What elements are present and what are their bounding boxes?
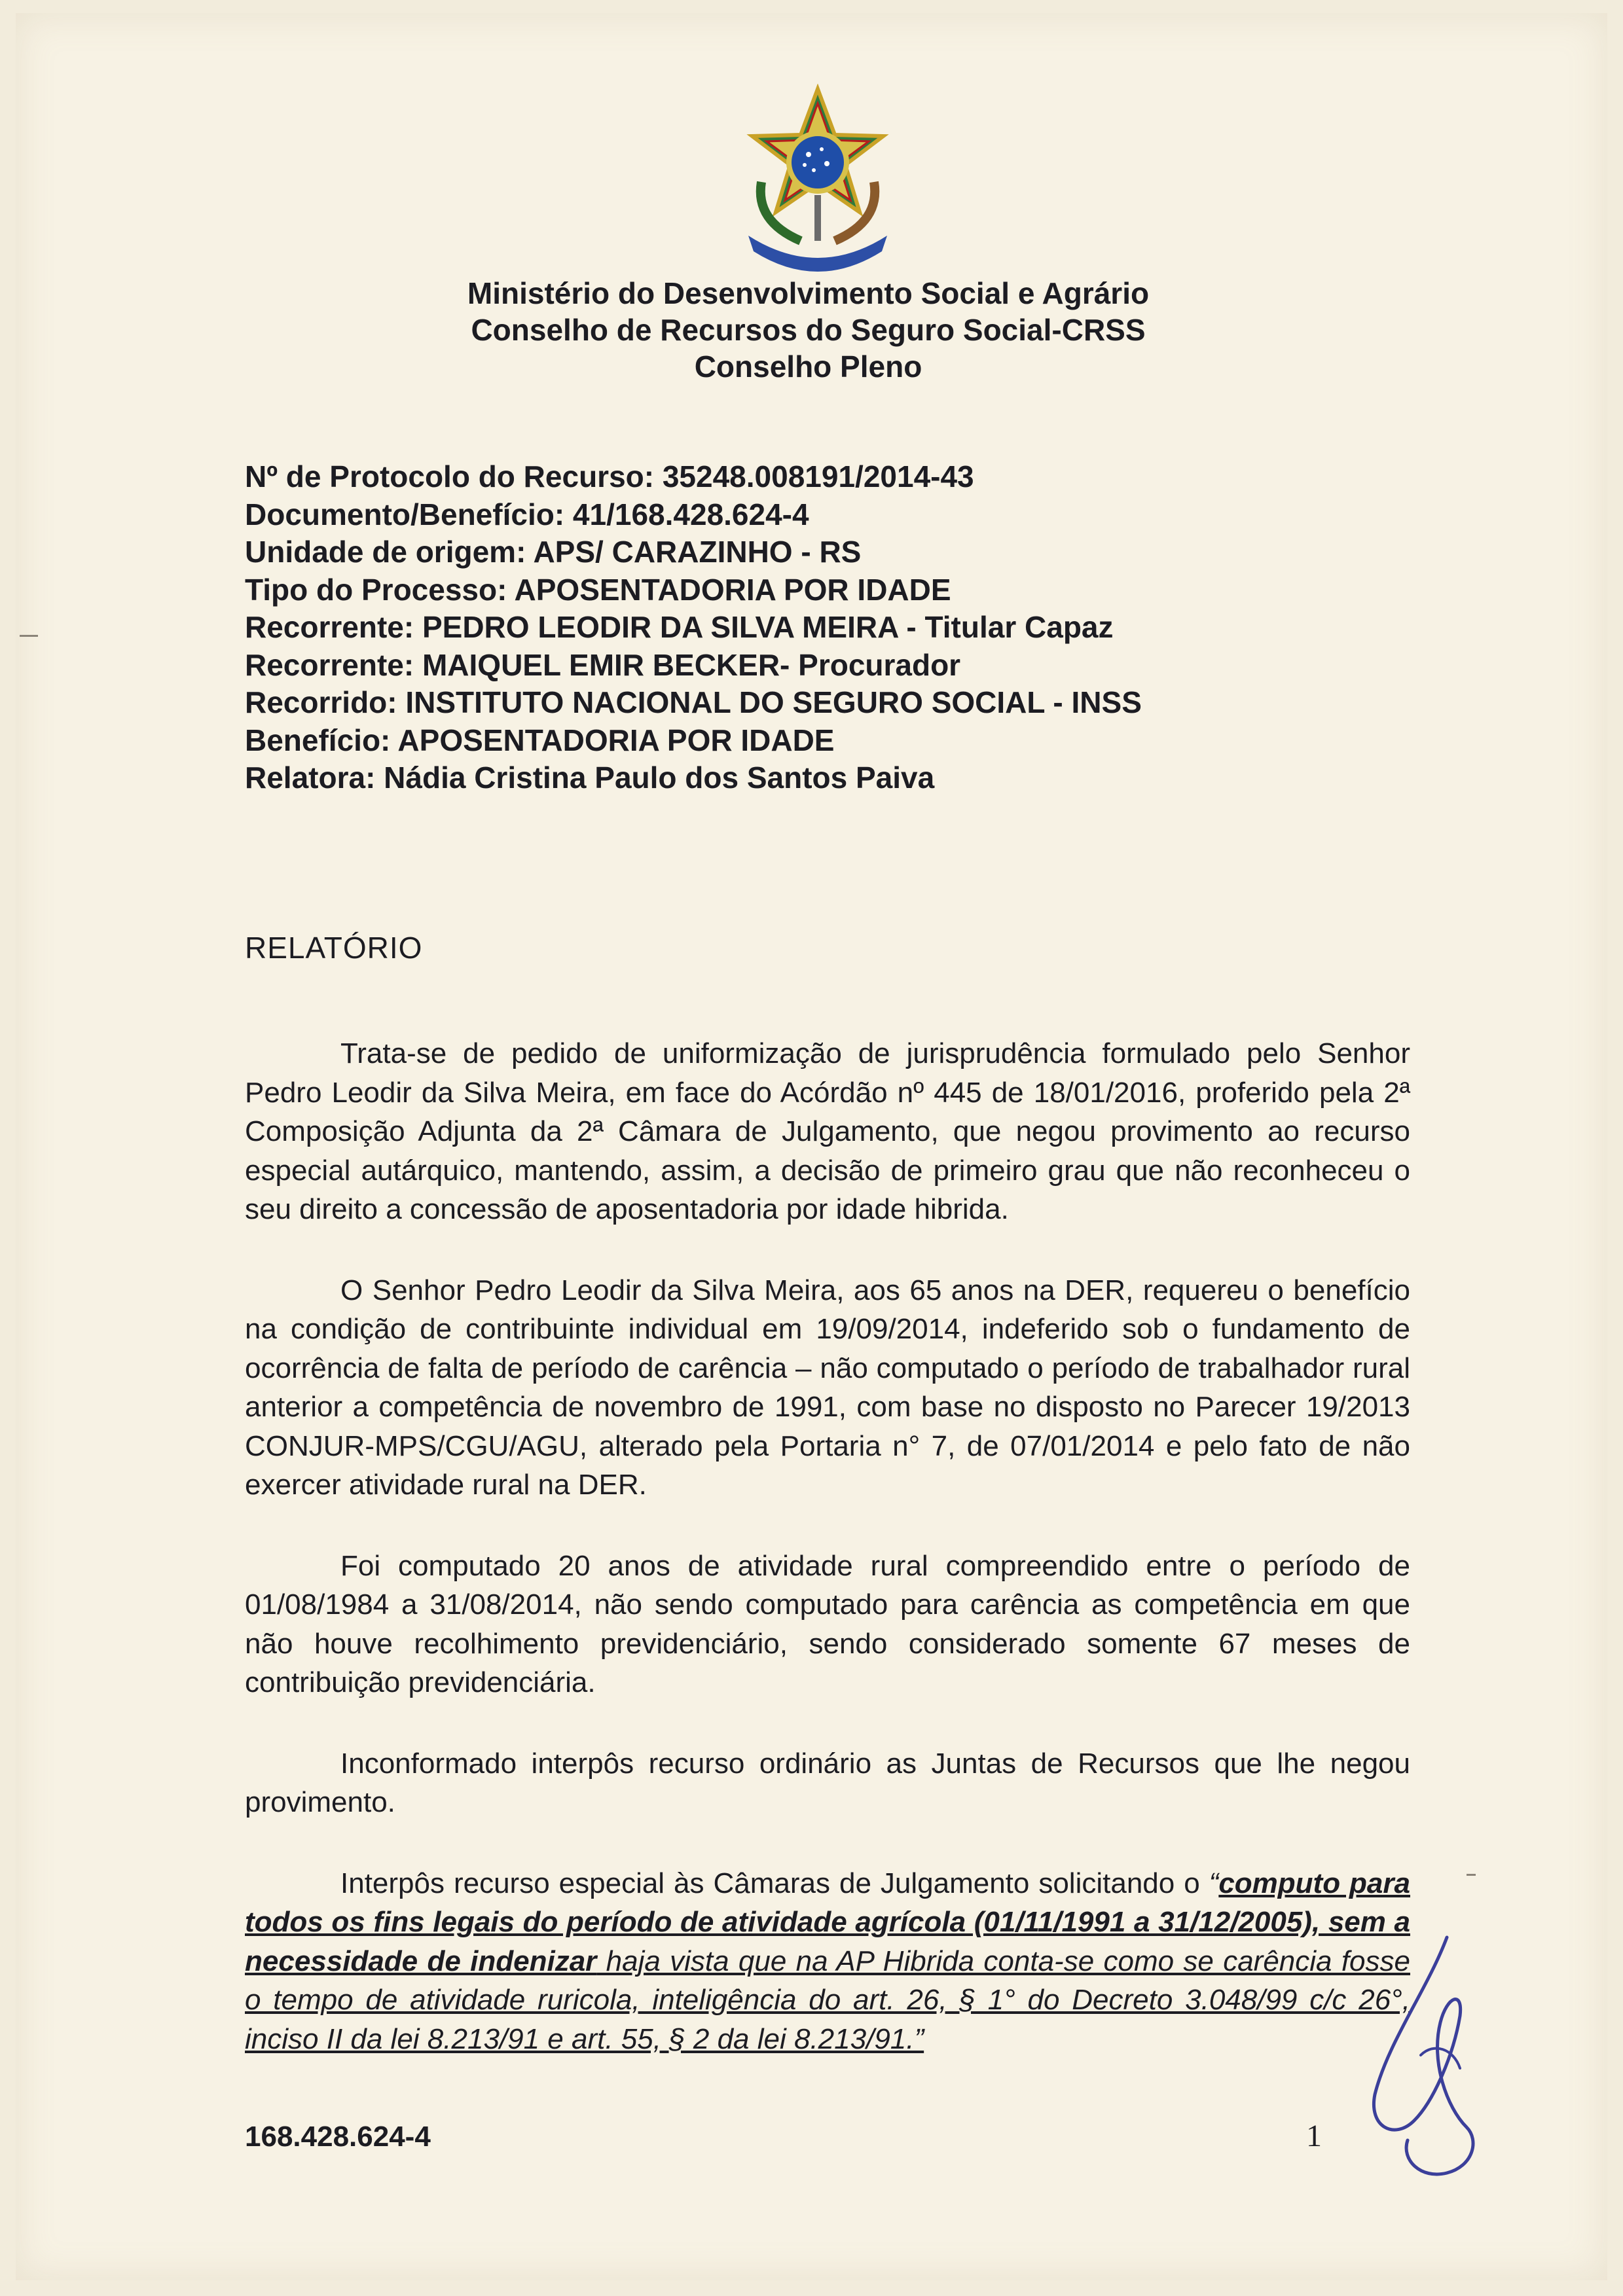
- appellant-1: Recorrente: PEDRO LEODIR DA SILVA MEIRA - Titular Capaz: [245, 610, 1114, 644]
- paragraph: Foi computado 20 anos de atividade rural compreendido entre o período de 01/08/1984 a 31/08/2014, não sendo computado para carência as competência em que não houve recolhimento previdenciário, sendo considerado somente 67 meses de contribuição previdenciária.: [245, 1549, 1410, 1698]
- appellant-2: Recorrente: MAIQUEL EMIR BECKER- Procurador: [245, 647, 961, 682]
- document-benefit: Documento/Benefício: 41/168.428.624-4: [245, 497, 809, 531]
- report-body: [245, 1034, 1410, 2058]
- appeal-request: computo para todos os fins legais do período de atividade agrícola (01/11/1991 a 31/12/2005), sem a necessidade de indenizar: [245, 1867, 1410, 1977]
- rapporteur: Relatora: Nádia Cristina Paulo dos Santos Paiva: [245, 761, 935, 795]
- paragraph: Trata-se de pedido de uniformização de jurisprudência formulado pelo Senhor Pedro Leodir da Silva Meira, em face do Acórdão nº 445 de 18/01/2016, proferido pela 2ª Composição Adjunta da 2ª Câmara de Julgamento, que negou provimento ao recurso especial autárquico, mantendo, assim, a decisão de primeiro grau que não reconheceu o seu direito a concessão de aposentadoria por idade hibrida.: [245, 1037, 1410, 1225]
- header: [0, 275, 1623, 385]
- origin-unit: Unidade de origem: APS/ CARAZINHO - RS: [245, 535, 862, 569]
- plenary-title: Conselho Pleno: [694, 350, 922, 384]
- brazil-coat-of-arms-icon: [735, 84, 900, 274]
- case-metadata: [245, 458, 1423, 797]
- process-type: Tipo do Processo: APOSENTADORIA POR IDADE: [245, 572, 951, 607]
- benefit: Benefício: APOSENTADORIA POR IDADE: [245, 723, 835, 757]
- footer-benefit-number: 168.428.624-4: [245, 2121, 431, 2153]
- quote-mark: “: [1209, 1867, 1219, 1899]
- margin-dash: [20, 635, 38, 637]
- margin-dash: [1467, 1874, 1476, 1876]
- paragraph: O Senhor Pedro Leodir da Silva Meira, aos 65 anos na DER, requereu o benefício na condição de contribuinte individual em 19/09/2014, indeferido sob o fundamento de ocorrência de falta de período de carência – não computado o período de trabalhador rural anterior a competência de novembro de 1991, com base no disposto no Parecer 19/2013 CONJUR-MPS/CGU/AGU, alterado pela Portaria n° 7, de 07/01/2014 e pelo fato de não exercer atividade rural na DER.: [245, 1274, 1410, 1501]
- respondent: Recorrido: INSTITUTO NACIONAL DO SEGURO SOCIAL - INSS: [245, 685, 1142, 719]
- appeal-intro: Interpôs recurso especial às Câmaras de Julgamento solicitando o: [340, 1867, 1209, 1899]
- paragraph: Inconformado interpôs recurso ordinário as Juntas de Recursos que lhe negou provimento.: [245, 1747, 1410, 1818]
- section-title: RELATÓRIO: [245, 931, 423, 965]
- appeal-legal-basis: haja vista que na AP Hibrida conta-se como se carência fosse o tempo de atividade ruricola, inteligência do art. 26, § 1° do Decreto 3.048/99 c/c 26°, inciso II da lei 8.213/91 e art. 55, § 2 da lei 8.213/91.”: [245, 1945, 1410, 2055]
- paragraph-appeal: [245, 1864, 1410, 2059]
- ministry-title: Ministério do Desenvolvimento Social e Agrário: [467, 276, 1150, 310]
- page-number: 1: [1306, 2119, 1322, 2153]
- handwritten-signature: [1349, 1911, 1493, 2186]
- council-title: Conselho de Recursos do Seguro Social-CRSS: [471, 313, 1146, 347]
- protocol-number: Nº de Protocolo do Recurso: 35248.008191/2014-43: [245, 459, 974, 493]
